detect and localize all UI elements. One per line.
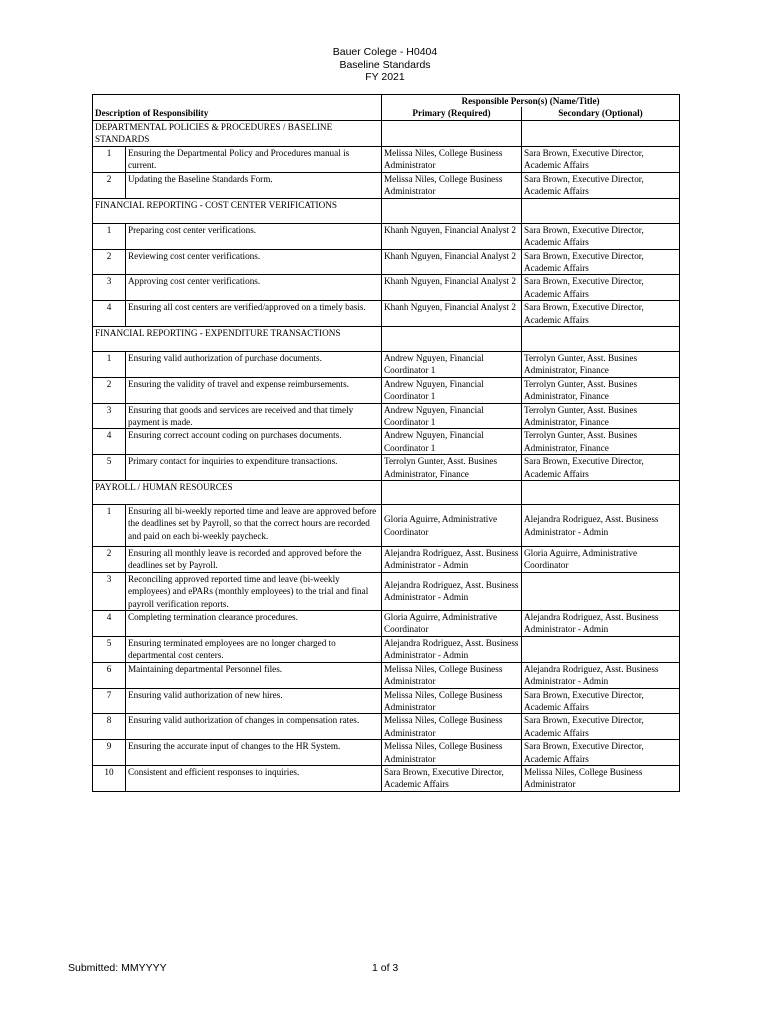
college-title: Bauer Colege - H0404 <box>332 46 438 58</box>
primary-person: Andrew Nguyen, Financial Coordinator 1 <box>382 403 522 429</box>
responsibility-description: Ensuring valid authorization of changes in compensation rates. <box>126 714 382 740</box>
responsibility-description: Completing termination clearance procedures. <box>126 611 382 637</box>
primary-person: Sara Brown, Executive Director, Academic Affairs <box>382 765 522 791</box>
table-row <box>93 662 680 688</box>
description-column-header: Description of Responsibility <box>93 107 382 120</box>
secondary-person: Sara Brown, Executive Director, Academic Affairs <box>522 740 680 766</box>
secondary-person: Sara Brown, Executive Director, Academic Affairs <box>522 172 680 198</box>
primary-person: Andrew Nguyen, Financial Coordinator 1 <box>382 351 522 377</box>
responsibility-description: Ensuring valid authorization of new hires. <box>126 688 382 714</box>
row-number: 5 <box>93 455 126 481</box>
section-row <box>93 326 680 351</box>
table-row <box>93 403 680 429</box>
responsibility-description: Maintaining departmental Personnel files. <box>126 662 382 688</box>
table-row <box>93 611 680 637</box>
responsibility-table <box>92 94 680 792</box>
table-row <box>93 714 680 740</box>
table-row <box>93 547 680 573</box>
form-title: Baseline Standards <box>339 58 431 71</box>
table-row <box>93 249 680 275</box>
secondary-person: Alejandra Rodriguez, Asst. Business Administrator - Admin <box>522 611 680 637</box>
row-number: 1 <box>93 351 126 377</box>
section-secondary-blank <box>522 326 680 351</box>
secondary-column-header: Secondary (Optional) <box>522 107 680 120</box>
header-blank-cell <box>93 95 382 108</box>
secondary-person: Sara Brown, Executive Director, Academic Affairs <box>522 146 680 172</box>
responsibility-description: Ensuring that goods and services are received and that timely payment is made. <box>126 403 382 429</box>
fiscal-year: FY 2021 <box>365 71 405 83</box>
responsibility-description: Primary contact for inquiries to expenditure transactions. <box>126 455 382 481</box>
section-secondary-blank <box>522 120 680 146</box>
row-number: 8 <box>93 714 126 740</box>
responsibility-description: Ensuring all bi-weekly reported time and leave are approved before the deadlines set by Payroll, so that the correct hours are recorded and paid on each bi-weekly paycheck. <box>126 505 382 547</box>
secondary-person: Sara Brown, Executive Director, Academic Affairs <box>522 714 680 740</box>
page-number: 1 of 3 <box>372 962 399 974</box>
section-secondary-blank <box>522 198 680 223</box>
table-row <box>93 636 680 662</box>
secondary-person: Sara Brown, Executive Director, Academic Affairs <box>522 223 680 249</box>
secondary-person: Sara Brown, Executive Director, Academic Affairs <box>522 249 680 275</box>
secondary-person: Alejandra Rodriguez, Asst. Business Administrator - Admin <box>522 505 680 547</box>
secondary-person <box>522 636 680 662</box>
table-row <box>93 765 680 791</box>
table-row <box>93 301 680 327</box>
section-row <box>93 120 680 146</box>
section-primary-blank <box>382 481 522 505</box>
responsibility-description: Ensuring terminated employees are no longer charged to departmental cost centers. <box>126 636 382 662</box>
section-primary-blank <box>382 326 522 351</box>
responsibility-description: Preparing cost center verifications. <box>126 223 382 249</box>
table-row <box>93 429 680 455</box>
secondary-person: Sara Brown, Executive Director, Academic Affairs <box>522 275 680 301</box>
primary-person: Gloria Aguirre, Administrative Coordinator <box>382 505 522 547</box>
section-primary-blank <box>382 198 522 223</box>
section-title: FINANCIAL REPORTING - COST CENTER VERIFICATIONS <box>93 198 382 223</box>
responsibility-description: Reconciling approved reported time and leave (bi-weekly employees) and ePARs (monthly employees) to the trial and final payroll verification reports. <box>126 572 382 610</box>
secondary-person: Terrolyn Gunter, Asst. Busines Administrator, Finance <box>522 377 680 403</box>
primary-person: Alejandra Rodriguez, Asst. Business Administrator - Admin <box>382 572 522 610</box>
primary-person: Khanh Nguyen, Financial Analyst 2 <box>382 275 522 301</box>
table-row <box>93 146 680 172</box>
primary-person: Melissa Niles, College Business Administrator <box>382 172 522 198</box>
primary-person: Terrolyn Gunter, Asst. Busines Administrator, Finance <box>382 455 522 481</box>
secondary-person: Terrolyn Gunter, Asst. Busines Administrator, Finance <box>522 351 680 377</box>
row-number: 1 <box>93 146 126 172</box>
primary-person: Khanh Nguyen, Financial Analyst 2 <box>382 249 522 275</box>
table-row <box>93 740 680 766</box>
responsibility-description: Ensuring valid authorization of purchase documents. <box>126 351 382 377</box>
primary-person: Melissa Niles, College Business Administrator <box>382 146 522 172</box>
row-number: 2 <box>93 377 126 403</box>
table-row <box>93 377 680 403</box>
row-number: 3 <box>93 403 126 429</box>
row-number: 1 <box>93 223 126 249</box>
secondary-person: Sara Brown, Executive Director, Academic Affairs <box>522 688 680 714</box>
responsibility-description: Ensuring the accurate input of changes to the HR System. <box>126 740 382 766</box>
secondary-person: Gloria Aguirre, Administrative Coordinator <box>522 547 680 573</box>
primary-person: Alejandra Rodriguez, Asst. Business Administrator - Admin <box>382 547 522 573</box>
primary-person: Gloria Aguirre, Administrative Coordinator <box>382 611 522 637</box>
primary-person: Alejandra Rodriguez, Asst. Business Administrator - Admin <box>382 636 522 662</box>
table-row <box>93 351 680 377</box>
row-number: 9 <box>93 740 126 766</box>
submitted-footer: Submitted: MMYYYY <box>68 962 167 974</box>
responsibility-description: Ensuring all monthly leave is recorded and approved before the deadlines set by Payroll. <box>126 547 382 573</box>
section-secondary-blank <box>522 481 680 505</box>
responsibility-description: Ensuring the Departmental Policy and Procedures manual is current. <box>126 146 382 172</box>
row-number: 3 <box>93 275 126 301</box>
table-row <box>93 455 680 481</box>
primary-person: Khanh Nguyen, Financial Analyst 2 <box>382 301 522 327</box>
primary-person: Khanh Nguyen, Financial Analyst 2 <box>382 223 522 249</box>
secondary-person: Sara Brown, Executive Director, Academic Affairs <box>522 455 680 481</box>
row-number: 5 <box>93 636 126 662</box>
section-title: PAYROLL / HUMAN RESOURCES <box>93 481 382 505</box>
row-number: 7 <box>93 688 126 714</box>
row-number: 3 <box>93 572 126 610</box>
responsibility-description: Updating the Baseline Standards Form. <box>126 172 382 198</box>
responsibility-description: Consistent and efficient responses to inquiries. <box>126 765 382 791</box>
responsibility-description: Ensuring the validity of travel and expense reimbursements. <box>126 377 382 403</box>
table-row <box>93 223 680 249</box>
document-header <box>0 46 770 84</box>
secondary-person: Sara Brown, Executive Director, Academic Affairs <box>522 301 680 327</box>
secondary-person <box>522 572 680 610</box>
primary-column-header: Primary (Required) <box>382 107 522 120</box>
row-number: 2 <box>93 547 126 573</box>
section-row <box>93 481 680 505</box>
responsibility-description: Ensuring all cost centers are verified/approved on a timely basis. <box>126 301 382 327</box>
row-number: 1 <box>93 505 126 547</box>
row-number: 2 <box>93 172 126 198</box>
row-number: 2 <box>93 249 126 275</box>
row-number: 10 <box>93 765 126 791</box>
primary-person: Andrew Nguyen, Financial Coordinator 1 <box>382 429 522 455</box>
primary-person: Melissa Niles, College Business Administrator <box>382 714 522 740</box>
table-row <box>93 275 680 301</box>
secondary-person: Alejandra Rodriguez, Asst. Business Administrator - Admin <box>522 662 680 688</box>
table-row <box>93 688 680 714</box>
secondary-person: Melissa Niles, College Business Administrator <box>522 765 680 791</box>
responsibility-description: Reviewing cost center verifications. <box>126 249 382 275</box>
responsibility-description: Approving cost center verifications. <box>126 275 382 301</box>
row-number: 4 <box>93 301 126 327</box>
table-row <box>93 572 680 610</box>
table-row <box>93 505 680 547</box>
row-number: 4 <box>93 611 126 637</box>
section-title: FINANCIAL REPORTING - EXPENDITURE TRANSACTIONS <box>93 326 382 351</box>
primary-person: Melissa Niles, College Business Administrator <box>382 662 522 688</box>
primary-person: Melissa Niles, College Business Administrator <box>382 688 522 714</box>
row-number: 4 <box>93 429 126 455</box>
secondary-person: Terrolyn Gunter, Asst. Busines Administrator, Finance <box>522 429 680 455</box>
primary-person: Andrew Nguyen, Financial Coordinator 1 <box>382 377 522 403</box>
section-primary-blank <box>382 120 522 146</box>
responsibility-description: Ensuring correct account coding on purchases documents. <box>126 429 382 455</box>
primary-person: Melissa Niles, College Business Administrator <box>382 740 522 766</box>
section-title: DEPARTMENTAL POLICIES & PROCEDURES / BASELINE STANDARDS <box>93 120 382 146</box>
section-row <box>93 198 680 223</box>
row-number: 6 <box>93 662 126 688</box>
secondary-person: Terrolyn Gunter, Asst. Busines Administrator, Finance <box>522 403 680 429</box>
responsible-persons-header: Responsible Person(s) (Name/Title) <box>382 95 680 108</box>
table-row <box>93 172 680 198</box>
